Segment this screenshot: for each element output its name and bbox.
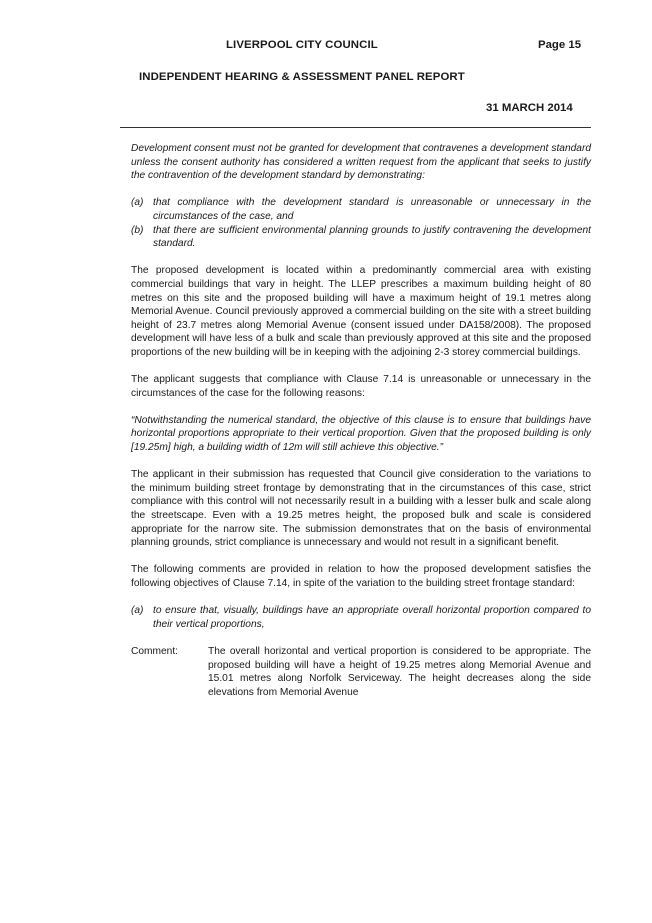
intro-paragraph: Development consent must not be granted for development that contravenes a development standard unless the consent authority has considered a written request from the applicant that seeks to justify the contravention of the development standard by demonstrating:	[131, 143, 591, 182]
report-title: INDEPENDENT HEARING & ASSESSMENT PANEL REPORT	[139, 71, 465, 83]
condition-label: (b)	[131, 224, 144, 236]
report-date: 31 MARCH 2014	[486, 102, 573, 114]
condition-text: that there are sufficient environmental planning grounds to justify contravening the development standard.	[153, 224, 591, 250]
objective-text: to ensure that, visually, buildings have an appropriate overall horizontal proportion compared to their vertical proportions,	[153, 605, 591, 630]
applicant-paragraph: The applicant suggests that compliance with Clause 7.14 is unreasonable or unnecessary in the circumstances of the case for the following reasons:	[131, 374, 591, 399]
objective-label: (a)	[131, 605, 144, 617]
comment-label: Comment:	[131, 645, 178, 657]
condition-item	[131, 224, 591, 251]
objective-item	[131, 604, 591, 631]
council-name: LIVERPOOL CITY COUNCIL	[226, 39, 378, 51]
header-divider	[120, 127, 591, 128]
location-paragraph: The proposed development is located within a predominantly commercial area with existing commercial buildings that vary in height. The LLEP prescribes a maximum building height of 80 metres on this site and the proposed building will have a maximum height of 19.1 metres along Memorial Avenue. Council previously approved a commercial building on the site with a street building height of 23.7 metres along Memorial Avenue (consent issued under DA158/2008). The proposed development will have less of a bulk and scale than previously approved at this site and the proposed proportions of the new building will be in keeping with the adjoining 2-3 storey commercial buildings.	[131, 265, 591, 358]
submission-paragraph: The applicant in their submission has requested that Council give consideration to the variations to the minimum building street frontage by demonstrating that in the circumstances of this case, strict compliance with this control will not necessarily result in a building with a lesser bulk and scale along the streetscape. Even with a 19.25 metres height, the proposed bulk and scale is considered appropriate for the narrow site. The submission demonstrates that on the basis of environmental planning grounds, strict compliance is unnecessary and would not result in a significant benefit.	[131, 469, 591, 549]
condition-label: (a)	[131, 197, 144, 209]
page-number: Page 15	[538, 39, 582, 51]
comment-text: The overall horizontal and vertical proportion is considered to be appropriate. The proposed building will have a height of 19.25 metres along Memorial Avenue and 15.01 metres along Norfolk Serviceway. The height decreases along the side elevations from Memorial Avenue	[208, 645, 591, 698]
comment-row	[131, 645, 591, 699]
applicant-quote: “Notwithstanding the numerical standard, the objective of this clause is to ensure that buildings have horizontal proportions appropriate to their vertical proportion. Given that the proposed building is only [19.25m] high, a building width of 12m will still achieve this objective.”	[131, 414, 591, 454]
condition-item	[131, 196, 591, 223]
condition-text: that compliance with the development standard is unreasonable or unnecessary in the circumstances of the case, and	[153, 197, 591, 222]
report-body	[131, 142, 591, 699]
comments-intro-paragraph: The following comments are provided in relation to how the proposed development satisfies the following objectives of Clause 7.14, in spite of the variation to the building street frontage standard:	[131, 564, 591, 589]
